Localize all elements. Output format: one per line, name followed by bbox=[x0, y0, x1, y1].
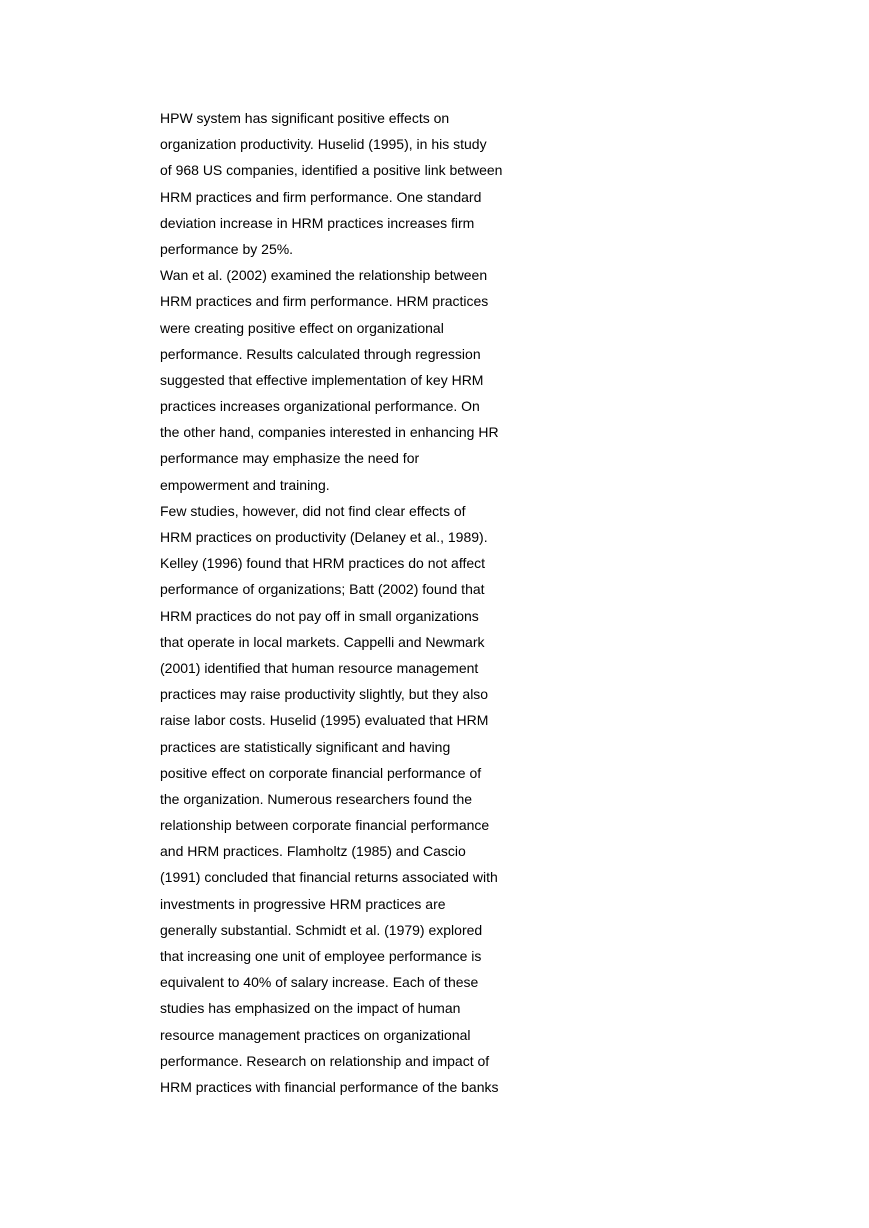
text-line: (2001) identified that human resource management bbox=[160, 659, 479, 676]
text-line: and HRM practices. Flamholtz (1985) and Cascio bbox=[160, 843, 466, 860]
text-line: practices are statistically significant and having bbox=[160, 738, 451, 755]
text-line: of 968 US companies, identified a positive link between bbox=[160, 162, 503, 179]
text-line: HRM practices on productivity (Delaney et al., 1989). bbox=[160, 529, 488, 545]
text-line: that increasing one unit of employee performance is bbox=[160, 948, 482, 964]
text-line: HRM practices and firm performance. One standard bbox=[160, 188, 482, 205]
text-line: (1991) concluded that financial returns associated with bbox=[160, 869, 498, 886]
body-text bbox=[160, 105, 540, 1100]
text-line: practices may raise productivity slightly, but they also bbox=[160, 686, 489, 703]
text-line: organization productivity. Huselid (1995), in his study bbox=[160, 136, 487, 153]
text-line: performance. Results calculated through regression bbox=[160, 345, 481, 362]
text-line: HRM practices do not pay off in small organizations bbox=[160, 607, 479, 624]
text-line: resource management practices on organizational bbox=[160, 1026, 471, 1043]
text-line: HPW system has significant positive effects on bbox=[160, 110, 450, 126]
text-line: HRM practices with financial performance of the banks bbox=[160, 1078, 499, 1095]
text-line: practices increases organizational performance. On bbox=[160, 398, 480, 415]
text-line: studies has emphasized on the impact of human bbox=[160, 1000, 461, 1017]
text-line: positive effect on corporate financial performance of bbox=[160, 764, 482, 781]
text-line: Kelley (1996) found that HRM practices do not affect bbox=[160, 555, 486, 572]
text-line: equivalent to 40% of salary increase. Each of these bbox=[160, 974, 479, 991]
text-line: performance. Research on relationship and impact of bbox=[160, 1052, 490, 1069]
text-line: that operate in local markets. Cappelli and Newmark bbox=[160, 633, 485, 650]
text-line: Few studies, however, did not find clear effects of bbox=[160, 502, 466, 519]
text-line: performance of organizations; Batt (2002) found that bbox=[160, 581, 485, 598]
text-line: performance by 25%. bbox=[160, 240, 294, 257]
text-line: investments in progressive HRM practices are bbox=[160, 895, 446, 912]
text-line: relationship between corporate financial performance bbox=[160, 817, 490, 834]
text-line: empowerment and training. bbox=[160, 476, 330, 493]
text-line: HRM practices and firm performance. HRM practices bbox=[160, 293, 489, 310]
text-line: the other hand, companies interested in enhancing HR bbox=[160, 424, 499, 441]
text-line: suggested that effective implementation of key HRM bbox=[160, 371, 484, 388]
text-line: the organization. Numerous researchers found the bbox=[160, 790, 473, 807]
text-line: were creating positive effect on organizational bbox=[160, 319, 444, 336]
text-line: deviation increase in HRM practices increases firm bbox=[160, 214, 475, 231]
text-line: raise labor costs. Huselid (1995) evaluated that HRM bbox=[160, 712, 489, 729]
text-line: performance may emphasize the need for bbox=[160, 450, 420, 467]
text-line: generally substantial. Schmidt et al. (1979) explored bbox=[160, 921, 483, 938]
text-line: Wan et al. (2002) examined the relationship between bbox=[160, 267, 488, 284]
